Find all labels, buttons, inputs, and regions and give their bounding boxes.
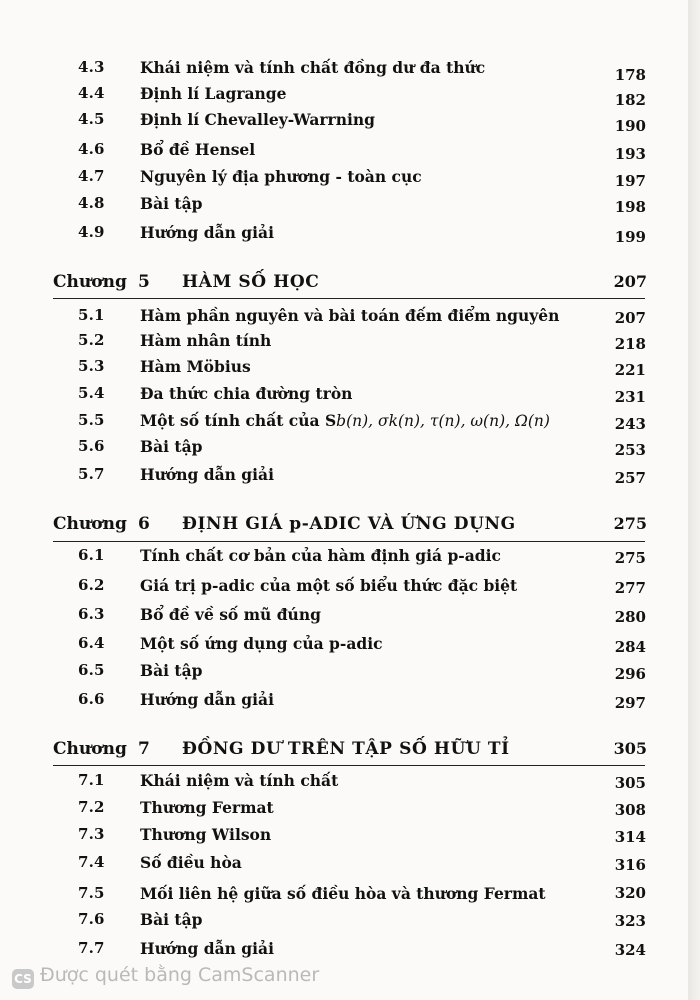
page-number: 316	[614, 856, 646, 874]
section-title: Hướng dẫn giải	[140, 465, 274, 484]
toc-row	[0, 825, 688, 851]
section-title: Đa thức chia đường tròn	[140, 384, 353, 403]
section-number: 7.4	[78, 853, 105, 871]
toc-row	[0, 437, 688, 463]
page-number: 324	[614, 941, 646, 959]
page-number: 308	[614, 801, 646, 819]
section-title: Bổ đề về số mũ đúng	[140, 605, 321, 624]
math-expression: b(n), σk(n), τ(n), ω(n), Ω(n)	[336, 412, 550, 430]
page-number: 253	[614, 441, 646, 459]
chapter-title: ĐỒNG DƯ TRÊN TẬP SỐ HỮU TỈ	[182, 739, 510, 759]
toc-row	[0, 546, 688, 572]
toc-row	[0, 140, 688, 166]
chapter-heading-6	[0, 514, 688, 540]
page-number: 314	[614, 828, 646, 846]
toc-row	[0, 357, 688, 383]
page-number: 323	[614, 912, 646, 930]
section-title: Giá trị p-adic của một số biểu thức đặc biệt	[140, 576, 518, 595]
chapter-number: 7	[138, 739, 150, 759]
section-number: 5.1	[78, 306, 105, 324]
section-number: 4.3	[78, 58, 105, 76]
toc-row	[0, 939, 688, 965]
section-number: 4.7	[78, 167, 105, 185]
camscanner-watermark	[12, 964, 319, 990]
toc-row	[0, 306, 688, 332]
toc-row	[0, 853, 688, 879]
section-number: 5.7	[78, 465, 105, 483]
toc-row	[0, 884, 688, 910]
section-number: 6.3	[78, 605, 105, 623]
chapter-rule	[53, 541, 645, 542]
page-number: 277	[614, 579, 646, 597]
section-title: Bài tập	[140, 661, 203, 680]
toc-row	[0, 798, 688, 824]
section-number: 6.1	[78, 546, 105, 564]
page-number: 305	[614, 774, 646, 792]
section-number: 6.6	[78, 690, 105, 708]
section-title: Một số ứng dụng của p-adic	[140, 634, 383, 653]
toc-row	[0, 331, 688, 357]
watermark-text: Được quét bằng CamScanner	[40, 964, 320, 986]
page-number: 296	[614, 665, 646, 683]
toc-row	[0, 465, 688, 491]
toc-row	[0, 84, 688, 110]
section-number: 5.3	[78, 357, 105, 375]
section-title: Hàm nhân tính	[140, 331, 272, 350]
page-number: 197	[614, 172, 646, 190]
section-title: Hướng dẫn giải	[140, 939, 274, 958]
section-number: 6.2	[78, 576, 105, 594]
chapter-label: Chương	[53, 514, 127, 534]
section-title: Thương Wilson	[140, 825, 272, 844]
chapter-label: Chương	[53, 739, 127, 759]
page-number: 257	[614, 469, 646, 487]
chapter-title: HÀM SỐ HỌC	[182, 272, 320, 292]
chapter-heading-7	[0, 739, 688, 765]
chapter-rule	[53, 765, 645, 766]
page-number: 182	[614, 91, 646, 109]
toc-row	[0, 910, 688, 936]
page-number: 218	[614, 335, 646, 353]
toc-row	[0, 771, 688, 797]
section-number: 5.5	[78, 411, 105, 429]
page-number: 190	[614, 117, 646, 135]
toc-row	[0, 223, 688, 249]
page-number: 243	[614, 415, 646, 433]
toc-row	[0, 661, 688, 687]
page-number: 297	[614, 694, 646, 712]
section-title: Hướng dẫn giải	[140, 223, 274, 242]
section-number: 5.2	[78, 331, 105, 349]
section-number: 4.8	[78, 194, 105, 212]
toc-row	[0, 384, 688, 410]
section-title: Định lí Lagrange	[140, 84, 287, 103]
toc-row	[0, 605, 688, 631]
page-number: 178	[614, 66, 646, 84]
section-number: 7.6	[78, 910, 105, 928]
section-number: 5.4	[78, 384, 105, 402]
section-number: 5.6	[78, 437, 105, 455]
section-number: 6.5	[78, 661, 105, 679]
camscanner-logo-icon: CS	[12, 969, 34, 989]
toc-row	[0, 110, 688, 136]
section-title: Một số tính chất của Sb(n), σk(n), τ(n), ω(n), Ω(n)	[140, 411, 550, 430]
page-number: 221	[614, 361, 646, 379]
chapter-rule	[53, 298, 645, 299]
section-title: Khái niệm và tính chất đồng dư đa thức	[140, 58, 486, 77]
page-number: 284	[614, 638, 646, 656]
toc-row	[0, 194, 688, 220]
section-title: Hướng dẫn giải	[140, 690, 274, 709]
section-title: Số điều hòa	[140, 853, 242, 872]
section-title: Mối liên hệ giữa số điều hòa và thương Fermat	[140, 884, 546, 903]
section-title: Bài tập	[140, 437, 203, 456]
section-number: 7.7	[78, 939, 105, 957]
section-number: 7.2	[78, 798, 105, 816]
section-title: Bổ đề Hensel	[140, 140, 256, 159]
section-number: 4.9	[78, 223, 105, 241]
section-number: 6.4	[78, 634, 105, 652]
chapter-heading-5	[0, 272, 688, 298]
section-number: 7.1	[78, 771, 105, 789]
section-title: Hàm Möbius	[140, 357, 251, 376]
section-title: Tính chất cơ bản của hàm định giá p-adic	[140, 546, 501, 565]
toc-row	[0, 576, 688, 602]
page-number: 275	[614, 549, 646, 567]
section-title: Bài tập	[140, 194, 203, 213]
section-title: Hàm phần nguyên và bài toán đếm điểm nguyên	[140, 306, 560, 325]
toc-row	[0, 411, 688, 437]
toc-row	[0, 167, 688, 193]
chapter-label: Chương	[53, 272, 127, 292]
toc-row	[0, 58, 688, 84]
section-number: 4.6	[78, 140, 105, 158]
page-number: 275	[613, 514, 647, 533]
page-number: 280	[614, 608, 646, 626]
section-title: Nguyên lý địa phương - toàn cục	[140, 167, 422, 186]
page-number: 207	[613, 272, 647, 291]
page-number: 199	[614, 228, 646, 246]
toc-row	[0, 690, 688, 716]
section-title: Thương Fermat	[140, 798, 274, 817]
page-number: 207	[614, 309, 646, 327]
section-number: 7.5	[78, 884, 105, 902]
toc-row	[0, 634, 688, 660]
section-number: 4.5	[78, 110, 105, 128]
page-number: 198	[614, 198, 646, 216]
chapter-title: ĐỊNH GIÁ p-ADIC VÀ ỨNG DỤNG	[182, 514, 516, 534]
chapter-number: 5	[138, 272, 150, 292]
page-number: 305	[613, 739, 647, 758]
section-title: Bài tập	[140, 910, 203, 929]
page-number: 193	[614, 145, 646, 163]
section-title: Khái niệm và tính chất	[140, 771, 339, 790]
page-edge-shadow	[688, 0, 700, 1000]
section-number: 4.4	[78, 84, 105, 102]
chapter-number: 6	[138, 514, 150, 534]
page-number: 231	[614, 388, 646, 406]
page-number: 320	[614, 884, 646, 902]
section-number: 7.3	[78, 825, 105, 843]
section-title: Định lí Chevalley-Warrning	[140, 110, 375, 129]
